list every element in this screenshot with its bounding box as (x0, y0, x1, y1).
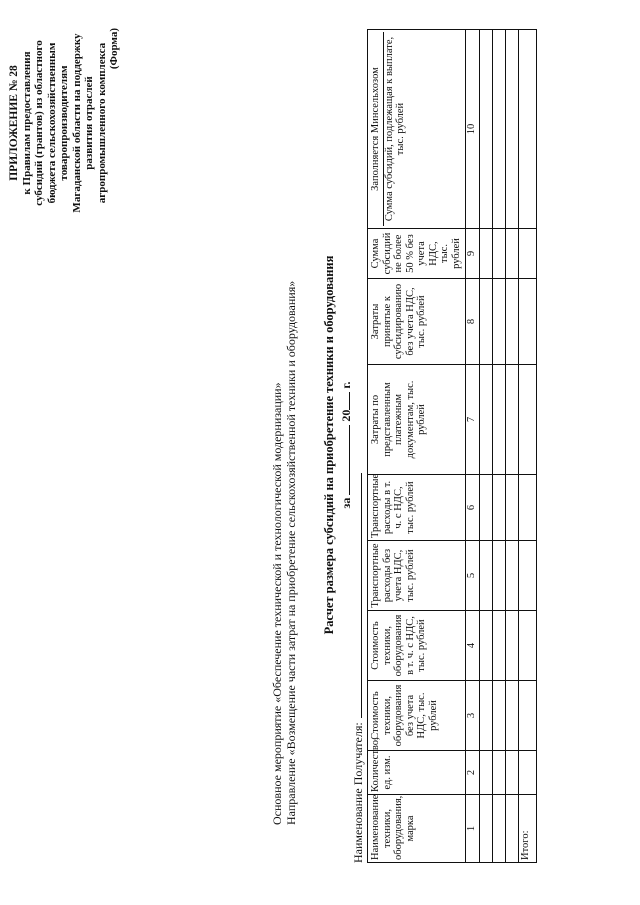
calc-title: Расчет размера субсидий на приобретение техники и оборудования (322, 255, 336, 635)
form-label: (Форма) (108, 28, 120, 70)
period-prefix: за (339, 497, 353, 509)
column-number: 7 (466, 365, 480, 475)
year-blank (338, 392, 350, 410)
header-cell: Затраты по представленным платежным документам, тыс. рублей (368, 365, 466, 475)
direction: Направление «Возмещение части затрат на приобретение сельскохозяйственной техники и оборудования» (284, 280, 298, 825)
column-number: 10 (466, 30, 480, 229)
appendix-title: ПРИЛОЖЕНИЕ № 28 (8, 65, 20, 181)
measure-block (270, 125, 298, 825)
header-cell: Количество, ед. изм. (368, 751, 466, 795)
column-number: 2 (466, 751, 480, 795)
total-label: Итого: (519, 795, 537, 863)
header-cell: Стоимость техники, оборудования без учета НДС, тыс. рублей (368, 681, 466, 751)
column-number: 8 (466, 279, 480, 365)
column-number: 3 (466, 681, 480, 751)
column-number: 6 (466, 475, 480, 541)
main-measure: Основное мероприятие «Обеспечение технической и технологической модернизации» (270, 382, 284, 825)
table-header-row (368, 30, 466, 863)
table-row (480, 30, 493, 863)
appendix-line: агропромышленного комплекса (95, 42, 108, 204)
header-cell: Наименование техники, оборудования, марка (368, 795, 466, 863)
subsidy-table (367, 29, 537, 863)
table-row (493, 30, 506, 863)
header-cell: Транспортные расходы в т. ч. с НДС, тыс. рублей (368, 475, 466, 541)
fill-note: Заполняется Минсельхозом (370, 32, 384, 226)
header-cell: Транспортные расходы без учета НДС, тыс. рублей (368, 541, 466, 611)
column-number: 9 (466, 229, 480, 279)
appendix-line: субсидий (грантов) из областного (33, 40, 45, 206)
total-row (519, 30, 537, 863)
column-number: 4 (466, 611, 480, 681)
column-number: 5 (466, 541, 480, 611)
column-number: 1 (466, 795, 480, 863)
appendix-line: бюджета сельскохозяйственным (45, 42, 58, 204)
recipient-blank (350, 473, 362, 718)
header-cell: Затраты принятые к субсидированию без учета НДС, тыс. рублей (368, 279, 466, 365)
column-number-row (466, 30, 480, 863)
header-cell-ministry (368, 30, 466, 229)
header-cell: Сумма субсидий не более 50 % без учета НДС, тыс. рублей (368, 229, 466, 279)
header-cell: Стоимость техники, оборудования в т. ч. с НДС, тыс. рублей (368, 611, 466, 681)
appendix-block (8, 28, 121, 218)
appendix-line: товаропроизводителям (58, 65, 70, 181)
year-prefix: 20 (339, 409, 353, 422)
appendix-line: Магаданской области на поддержку (70, 33, 83, 213)
period-blank (338, 425, 350, 495)
year-suffix: г. (339, 381, 353, 389)
table-row (506, 30, 519, 863)
appendix-line: к Правилам предоставления (20, 51, 33, 195)
header-cell-text: Сумма субсидий, подлежащая к выплате, тыс. рублей (383, 36, 406, 222)
recipient-label: Наименование Получателя: (351, 722, 365, 863)
recipient-line (350, 473, 366, 863)
appendix-line: развития отраслей (83, 76, 95, 170)
